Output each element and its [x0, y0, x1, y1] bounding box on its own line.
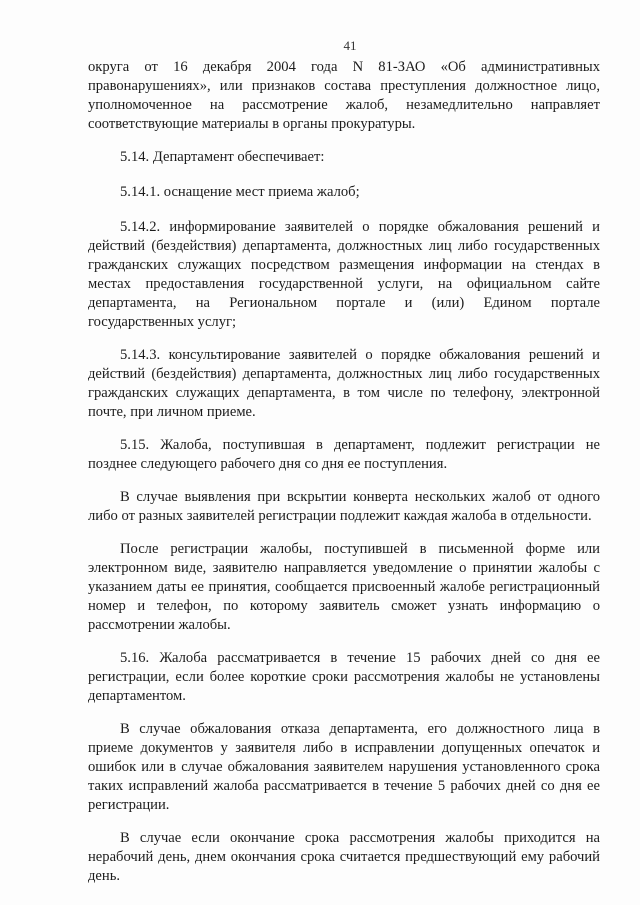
document-body [88, 58, 600, 900]
paragraph-nonworking-day: В случае если окончание срока рассмотрения жалобы приходится на нерабочий день, днем окончания срока считается предшествующий ему рабочий день. [88, 830, 600, 884]
paragraph-multiple-complaints: В случае выявления при вскрытии конверта нескольких жалоб от одного либо от разных заявителей регистрации подлежит каждая жалоба в отдельности. [88, 489, 600, 524]
paragraph-5-15: 5.15. Жалоба, поступившая в департамент, подлежит регистрации не позднее следующего рабочего дня со дня ее поступления. [88, 437, 600, 472]
paragraph-5-14-3: 5.14.3. консультирование заявителей о порядке обжалования решений и действий (бездействия) департамента, должностных лиц либо государственных гражданских служащих департамента, в том числе по телефону, электронной почте, при личном приеме. [88, 347, 600, 420]
paragraph-continuation: округа от 16 декабря 2004 года N 81-ЗАО «Об административных правонарушениях», или признаков состава преступления должностное лицо, уполномоченное на рассмотрение жалоб, незамедлительно направляет соответствующие материалы в органы прокуратуры. [88, 59, 600, 132]
paragraph-5-14-2: 5.14.2. информирование заявителей о порядке обжалования решений и действий (бездействия) департамента, должностных лиц либо государственных гражданских служащих посредством размещения информации на стендах в местах предоставления государственной услуги, на официальном сайте департамента, на Региональном портале и (или) Едином портале государственных услуг; [88, 219, 600, 330]
paragraph-5-16: 5.16. Жалоба рассматривается в течение 15 рабочих дней со дня ее регистрации, если более короткие сроки рассмотрения жалобы не установлены департаментом. [88, 650, 600, 704]
paragraph-5-14: 5.14. Департамент обеспечивает: [120, 149, 325, 165]
paragraph-5-14-1: 5.14.1. оснащение мест приема жалоб; [120, 184, 360, 200]
paragraph-registration-notice: После регистрации жалобы, поступившей в письменной форме или электронном виде, заявителю направляется уведомление о принятии жалобы с указанием даты ее принятия, сообщается присвоенный жалобе регистрационный номер и телефон, по которому заявитель сможет узнать информацию о рассмотрении жалобы. [88, 541, 600, 633]
paragraph-refusal-appeal: В случае обжалования отказа департамента, его должностного лица в приеме документов у заявителя либо в исправлении допущенных опечаток и ошибок или в случае обжалования заявителем нарушения установленного срока таких исправлений жалоба рассматривается в течение 5 рабочих дней со дня ее регистрации. [88, 721, 600, 813]
page-number: 41 [343, 38, 357, 53]
